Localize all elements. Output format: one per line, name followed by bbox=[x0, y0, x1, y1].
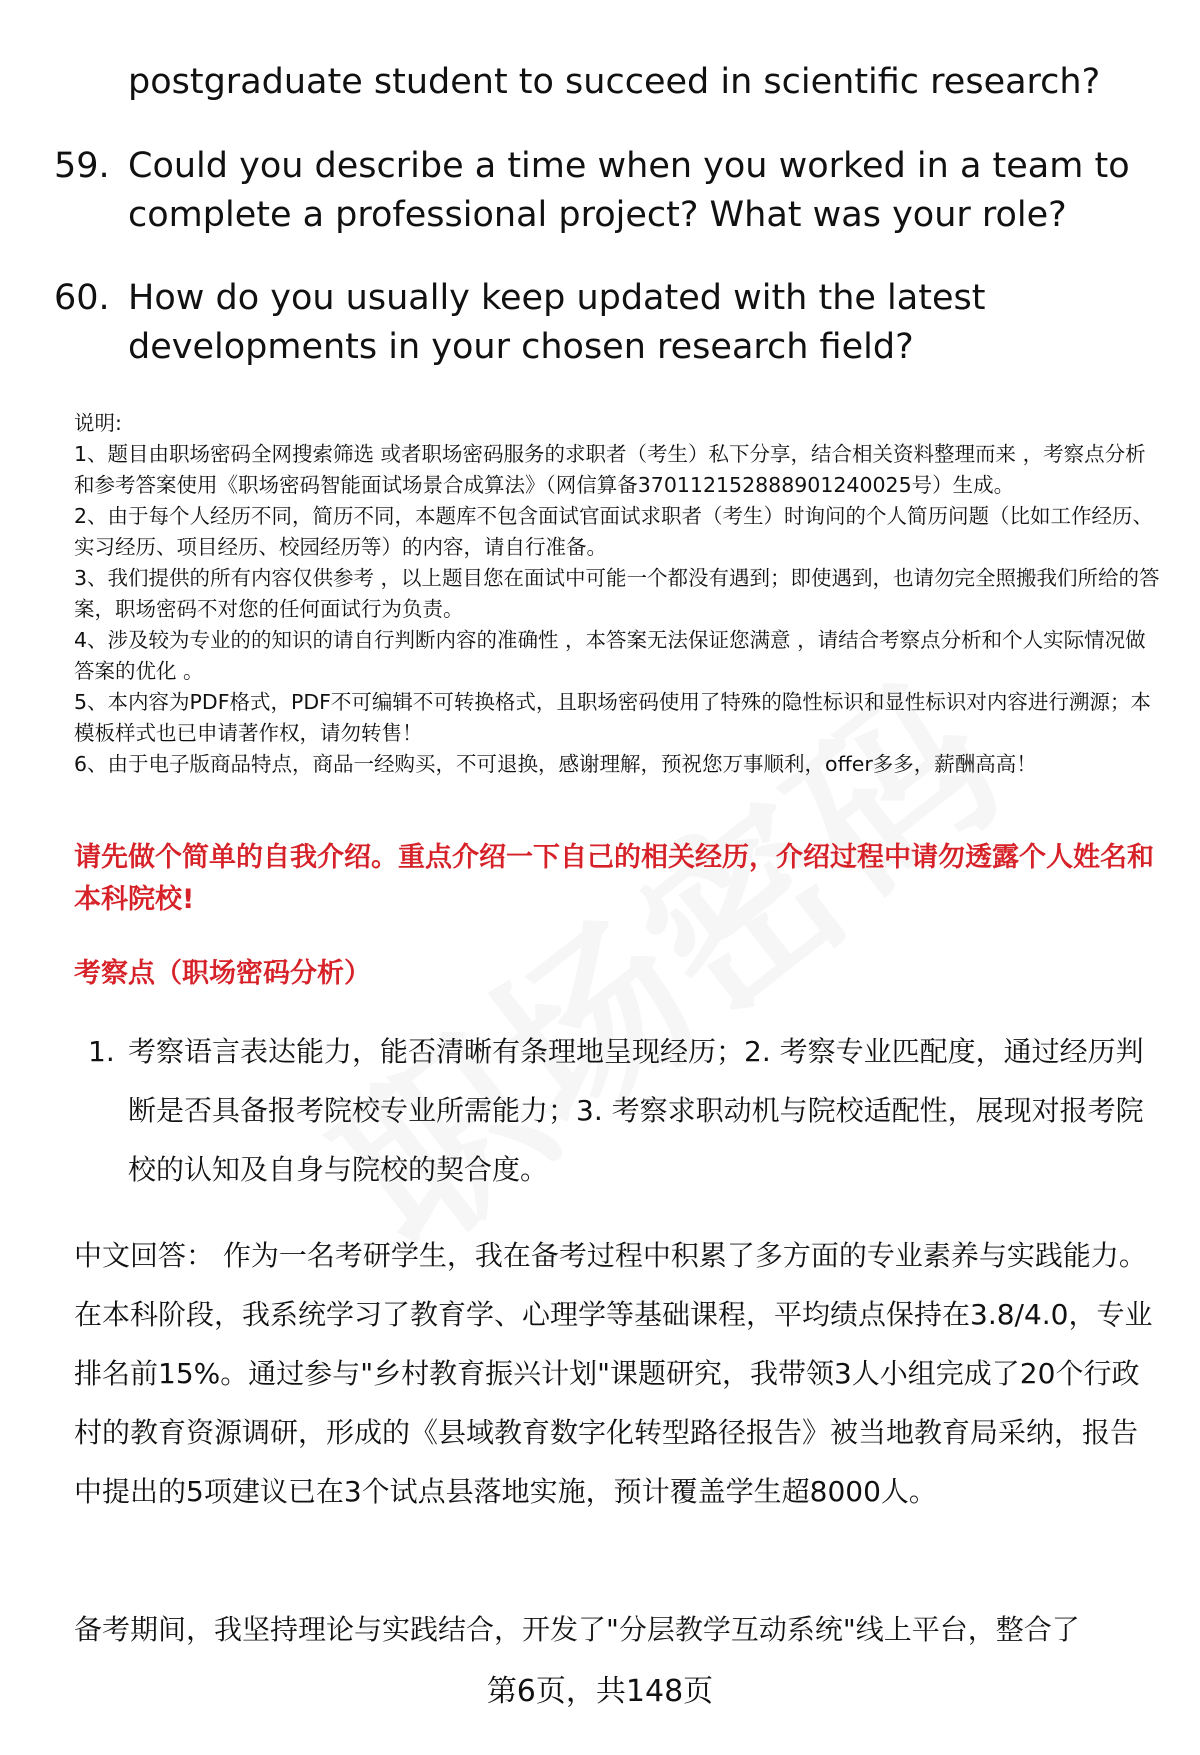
analysis-number: 1. bbox=[88, 1035, 115, 1068]
notes-item: 2、由于每个人经历不同，简历不同，本题库不包含面试官面试求职者（考生）时询问的个人简历问题（比如工作经历、实习经历、项目经历、校园经历等）的内容，请自行准备。 bbox=[74, 504, 1154, 559]
notes-item: 6、由于电子版商品特点，商品一经购买，不可退换，感谢理解，预祝您万事顺利，offer多多，薪酬高高！ bbox=[74, 752, 1037, 776]
page-footer: 第6页，共148页 bbox=[486, 1674, 714, 1709]
answer-paragraph: 中文回答： 作为一名考研学生，我在备考过程中积累了多方面的专业素养与实践能力。在本科阶段，我系统学习了教育学、心理学等基础课程，平均绩点保持在3.8/4.0，专业排名前15%。通过参与"乡村教育振兴计划"课题研究，我带领3人小组完成了20个行政村的教育资源调研，形成的《县域教育数字化转型路径报告》被当地教育局采纳，报告中提出的5项建议已在3个试点县落地实施，预计覆盖学生超8000人。 bbox=[74, 1239, 1153, 1508]
question-number: 59. bbox=[54, 146, 110, 186]
question-text: How do you usually keep updated with the latest developments in your chosen research field? bbox=[128, 278, 986, 367]
notes-item: 3、我们提供的所有内容仅供参考 ，以上题目您在面试中可能一个都没有遇到；即使遇到，也请勿完全照搬我们所给的答案，职场密码不对您的任何面试行为负责。 bbox=[74, 566, 1160, 621]
notes-item: 1、题目由职场密码全网搜索筛选 或者职场密码服务的求职者（考生）私下分享，结合相关资料整理而来 ，考察点分析和参考答案使用《职场密码智能面试场景合成算法》（网信算备370112152888901240025号）生成。 bbox=[74, 442, 1146, 497]
notes-item: 4、涉及较为专业的的知识的请自行判断内容的准确性 ，本答案无法保证您满意 ，请结合考察点分析和个人实际情况做答案的优化 。 bbox=[74, 628, 1146, 683]
notes-title: 说明: bbox=[74, 411, 122, 435]
analysis-text: 考察语言表达能力，能否清晰有条理地呈现经历；2. 考察专业匹配度，通过经历判断是否具备报考院校专业所需能力；3. 考察求职动机与院校适配性，展现对报考院校的认知及自身与院校的契合度。 bbox=[128, 1035, 1144, 1186]
analysis-heading: 考察点（职场密码分析） bbox=[74, 958, 371, 989]
interview-prompt: 请先做个简单的自我介绍。重点介绍一下自己的相关经历，介绍过程中请勿透露个人姓名和本科院校! bbox=[74, 842, 1154, 915]
question-number: 60. bbox=[54, 278, 110, 318]
question-continuation: postgraduate student to succeed in scientific research? bbox=[128, 62, 1101, 102]
question-text: Could you describe a time when you worked in a team to complete a professional project? What was your role? bbox=[128, 146, 1130, 235]
answer-paragraph: 备考期间，我坚持理论与实践结合，开发了"分层教学互动系统"线上平台，整合了 bbox=[74, 1613, 1080, 1646]
notes-block bbox=[74, 408, 1164, 780]
notes-item: 5、本内容为PDF格式，PDF不可编辑不可转换格式，且职场密码使用了特殊的隐性标识和显性标识对内容进行溯源；本模板样式也已申请著作权，请勿转售！ bbox=[74, 690, 1151, 745]
